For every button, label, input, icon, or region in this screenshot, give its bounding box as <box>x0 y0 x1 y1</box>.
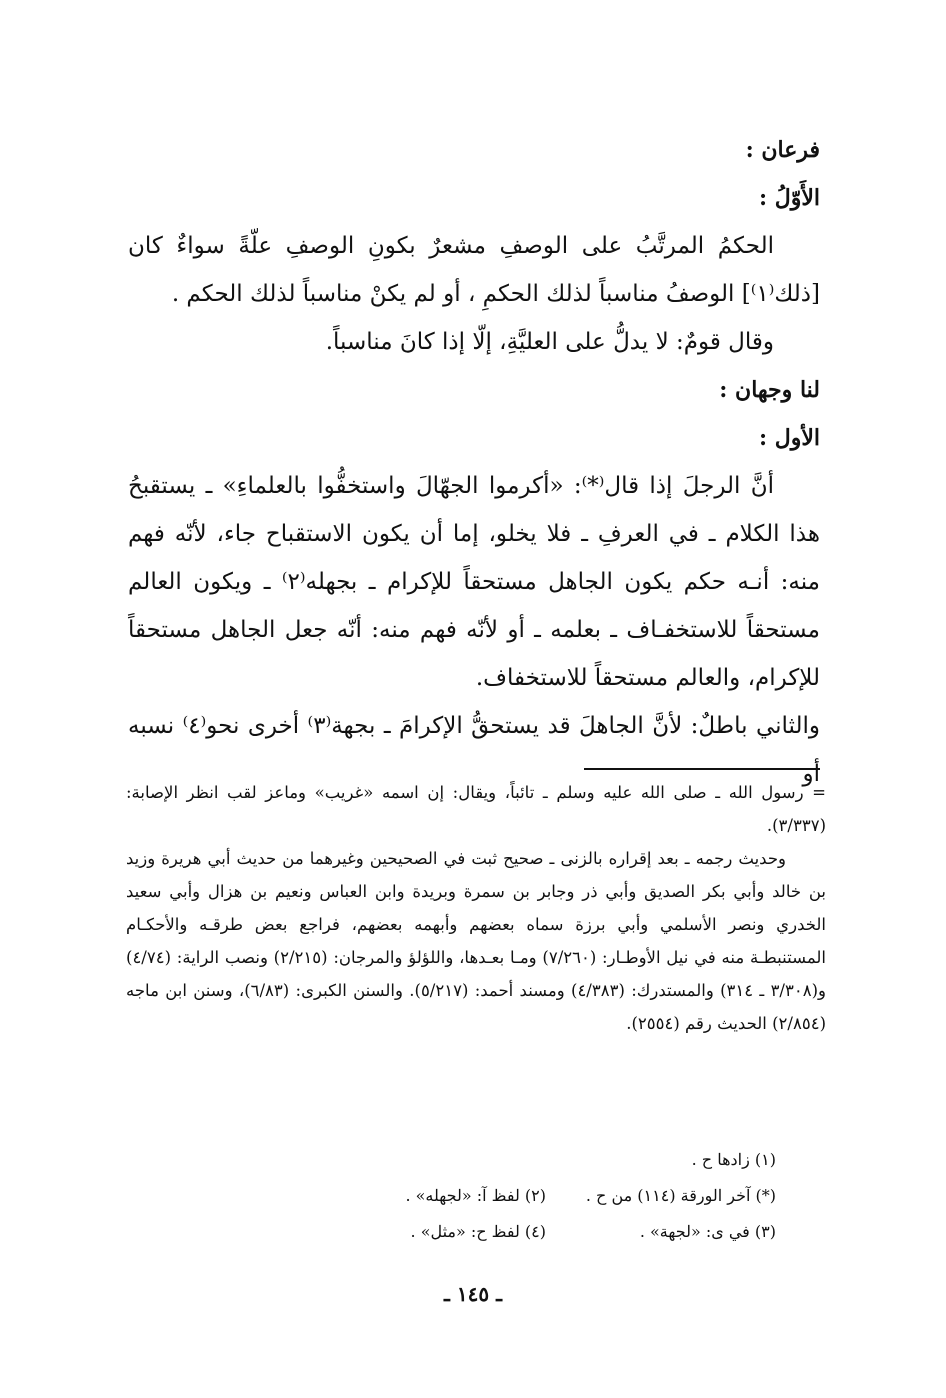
footnote-row <box>276 1178 776 1214</box>
heading-branches: فرعان : <box>745 137 820 163</box>
main-text <box>128 126 820 798</box>
footnote-notes <box>126 776 826 1040</box>
heading-two-aspects: لنا وجهان : <box>719 377 820 403</box>
footnote-2: (٢) لفظ آ: «لجهله» . <box>405 1186 546 1205</box>
footnote-continuation: = رسول الله ـ صلى الله عليه وسلم ـ تائباً، ويقال: إن اسمه «غريب» وماعز لقب انظر الإصابة: (٣/٣٣٧). <box>126 783 826 835</box>
paragraph-rule: الحكمُ المرتَّبُ على الوصفِ مشعرٌ بكونِ الوصفِ علّةً سواءٌ كان [ذلك⁽١⁾] الوصفُ مناسباً لذلك الحكمِ ، أو لم يكنْ مناسباً لذلك الحكم . <box>128 233 820 307</box>
footnote-star: (*) آخر الورقة (١١٤) من ح . <box>585 1186 776 1205</box>
heading-aspect-first: الأول : <box>758 425 820 451</box>
footnote-divider <box>584 768 820 770</box>
page-number: ـ ١٤٥ ـ <box>444 1282 502 1306</box>
footnote-row <box>276 1214 776 1250</box>
footnote-4: (٤) لفظ ح: «مثل» . <box>410 1222 546 1241</box>
paragraph-second: والثاني باطلٌ: لأنَّ الجاهلَ قد يستحقُّ الإكرامَ ـ بجهة⁽٣⁾ أخرى نحو⁽٤⁾ نسبه أو <box>128 713 820 787</box>
footnote-3: (٣) في ى: «لجهة» . <box>639 1222 776 1241</box>
footnote-1: (١) زادها ح . <box>691 1150 776 1169</box>
footnote-row <box>276 1142 776 1178</box>
footnote-hadith: وحديث رجمه ـ بعد إقراره بالزنى ـ صحيح ثبت في الصحيحين وغيرهما من حديث أبي هريرة وزيد بن خالد وأبي بكر الصديق وأبي ذر وجابر بن سمرة وبريدة وابن العباس ونعيم بن هزال وأبي سعيد الخدري ونصر الأسلمي وأبي برزة سماه بعضهم وأبهمه بعضهم، فراجع بعض طرقـه والأحكـام المستنبطـة منه في نيل الأوطـار: (٧/٢٦٠) ومـا بعـدها، واللؤلؤ والمرجان: (٢/٢١٥) ونصب الراية: (٤/٧٤) و(٣/٣٠٨ ـ ٣١٤) والمستدرك: (٤/٣٨٣) ومسند أحمد: (٥/٢١٧). والسنن الكبرى: (٦/٨٣)، وسنن ابن ماجه (٢/٨٥٤) الحديث رقم (٢٥٥٤). <box>126 849 826 1033</box>
heading-first: الأَوّلُ : <box>758 185 820 211</box>
footnote-list <box>276 1142 776 1250</box>
paragraph-people: وقال قومٌ: لا يدلُّ على العليَّةِ، إلّا إذا كانَ مناسباً. <box>325 329 774 355</box>
paragraph-argument: أنَّ الرجلَ إذا قال⁽*⁾: «أكرموا الجهّالَ واستخفُّوا بالعلماءِ» ـ يستقبحُ هذا الكلام ـ في العرفِ ـ فلا يخلو، إما أن يكون الاستقباح جاء، لأنّه فهم منه: أنـه حكم يكون الجاهل مستحقاً للإكرام ـ بجهله⁽٢⁾ ـ ويكون العالم مستحقاً للاستخفـاف ـ بعلمه ـ أو لأنّه فهم منه: أنّه جعل الجاهل مستحقاً للإكرام، والعالم مستحقاً للاستخفاف. <box>128 473 821 691</box>
